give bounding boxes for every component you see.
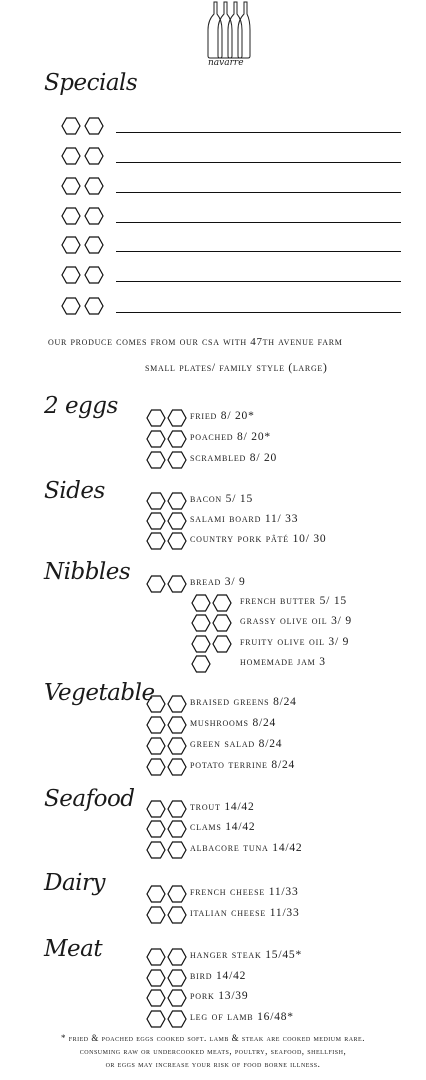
footer-line-1: * fried & poached eggs cooked soft. lamb & steak are cooked medium rare.: [61, 1033, 365, 1043]
menu-item-label: italian cheese 11/33: [190, 907, 300, 919]
specials-blank-line[interactable]: [116, 281, 401, 282]
item-hex-left-icon[interactable]: [191, 634, 211, 654]
section-title: Vegetable: [44, 680, 155, 706]
item-hex-right-icon[interactable]: [167, 491, 187, 511]
specials-hex-left-icon[interactable]: [61, 235, 81, 255]
item-hex-right-icon[interactable]: [167, 715, 187, 735]
menu-item-label: poached 8/ 20*: [190, 431, 271, 443]
specials-hex-right-icon[interactable]: [84, 206, 104, 226]
logo-wordmark: navarre: [208, 58, 244, 68]
specials-blank-line[interactable]: [116, 312, 401, 313]
specials-blank-line[interactable]: [116, 251, 401, 252]
item-hex-left-icon[interactable]: [146, 947, 166, 967]
item-hex-right-icon[interactable]: [167, 884, 187, 904]
menu-item-label: albacore tuna 14/42: [190, 842, 303, 854]
specials-blank-line[interactable]: [116, 192, 401, 193]
item-hex-left-icon[interactable]: [146, 840, 166, 860]
specials-hex-left-icon[interactable]: [61, 296, 81, 316]
item-hex-right-icon[interactable]: [167, 988, 187, 1008]
menu-item-label: leg of lamb 16/48*: [190, 1011, 294, 1023]
menu-item-label: bird 14/42: [190, 970, 247, 982]
specials-hex-right-icon[interactable]: [84, 265, 104, 285]
menu-item-label: hanger steak 15/45*: [190, 949, 303, 961]
menu-item-label: trout 14/42: [190, 801, 255, 813]
item-hex-right-icon[interactable]: [167, 799, 187, 819]
specials-title: Specials: [44, 70, 138, 96]
specials-blank-line[interactable]: [116, 132, 401, 133]
item-hex-right-icon[interactable]: [167, 1009, 187, 1029]
menu-item-label: clams 14/42: [190, 821, 256, 833]
specials-hex-right-icon[interactable]: [84, 146, 104, 166]
menu-item-label: fried 8/ 20*: [190, 410, 255, 422]
specials-hex-left-icon[interactable]: [61, 116, 81, 136]
specials-hex-left-icon[interactable]: [61, 206, 81, 226]
specials-hex-left-icon[interactable]: [61, 146, 81, 166]
specials-blank-line[interactable]: [116, 222, 401, 223]
item-hex-right-icon[interactable]: [167, 574, 187, 594]
menu-item-label: french butter 5/ 15: [240, 595, 347, 607]
item-hex-right-icon[interactable]: [212, 634, 232, 654]
menu-item-label: fruity olive oil 3/ 9: [240, 636, 350, 648]
csa-note: our produce comes from our csa with 47th avenue farm: [48, 336, 343, 348]
item-hex-left-icon[interactable]: [146, 531, 166, 551]
menu-item-label: pork 13/39: [190, 990, 249, 1002]
item-hex-left-icon[interactable]: [146, 988, 166, 1008]
footer-line-3: or eggs may increase your risk of food borne illness.: [105, 1059, 321, 1069]
item-hex-right-icon[interactable]: [212, 613, 232, 633]
specials-hex-left-icon[interactable]: [61, 265, 81, 285]
section-title: Sides: [44, 478, 105, 504]
section-title: Seafood: [44, 786, 135, 812]
item-hex-left-icon[interactable]: [146, 799, 166, 819]
menu-item-label: potato terrine 8/24: [190, 759, 296, 771]
specials-hex-left-icon[interactable]: [61, 176, 81, 196]
item-hex-left-icon[interactable]: [146, 491, 166, 511]
item-hex-right-icon[interactable]: [167, 429, 187, 449]
item-hex-left-icon[interactable]: [146, 968, 166, 988]
item-hex-right-icon[interactable]: [167, 840, 187, 860]
specials-hex-right-icon[interactable]: [84, 235, 104, 255]
item-hex-left-icon[interactable]: [146, 905, 166, 925]
specials-hex-right-icon[interactable]: [84, 176, 104, 196]
item-hex-right-icon[interactable]: [167, 757, 187, 777]
menu-item-label: scrambled 8/ 20: [190, 452, 278, 464]
menu-item-label: french cheese 11/33: [190, 886, 299, 898]
item-hex-left-icon[interactable]: [146, 819, 166, 839]
item-hex-left-icon[interactable]: [146, 715, 166, 735]
specials-hex-right-icon[interactable]: [84, 116, 104, 136]
item-hex-left-icon[interactable]: [146, 511, 166, 531]
menu-item-label: salami board 11/ 33: [190, 513, 299, 525]
menu-item-label: country pork pâté 10/ 30: [190, 533, 327, 545]
item-hex-left-icon[interactable]: [146, 429, 166, 449]
specials-blank-line[interactable]: [116, 162, 401, 163]
item-hex-left-icon[interactable]: [191, 593, 211, 613]
item-hex-left-icon[interactable]: [146, 757, 166, 777]
bottles-logo-icon: [200, 0, 256, 62]
menu-item-label: grassy olive oil 3/ 9: [240, 615, 352, 627]
item-hex-right-icon[interactable]: [212, 593, 232, 613]
section-title: Meat: [44, 936, 103, 962]
item-hex-right-icon[interactable]: [167, 408, 187, 428]
item-hex-left-icon[interactable]: [146, 884, 166, 904]
item-hex-left-icon[interactable]: [191, 613, 211, 633]
item-hex-right-icon[interactable]: [167, 450, 187, 470]
section-title: Nibbles: [44, 559, 131, 585]
item-hex-right-icon[interactable]: [167, 511, 187, 531]
item-hex-left-icon[interactable]: [146, 574, 166, 594]
menu-item-label: green salad 8/24: [190, 738, 283, 750]
section-title: Dairy: [44, 870, 105, 896]
item-hex-left-icon[interactable]: [146, 694, 166, 714]
item-hex-right-icon[interactable]: [167, 968, 187, 988]
item-hex-right-icon[interactable]: [167, 531, 187, 551]
menu-item-label: bread 3/ 9: [190, 576, 246, 588]
item-hex-right-icon[interactable]: [167, 819, 187, 839]
footer-disclaimer: [0, 1032, 426, 1071]
menu-item-label: bacon 5/ 15: [190, 493, 253, 505]
menu-item-label: braised greens 8/24: [190, 696, 297, 708]
plates-note: small plates/ family style (large): [145, 362, 328, 374]
specials-hex-right-icon[interactable]: [84, 296, 104, 316]
footer-line-2: consuming raw or undercooked meats, poultry, seafood, shellfish,: [79, 1046, 347, 1056]
item-hex-left-icon[interactable]: [146, 408, 166, 428]
item-hex-icon[interactable]: [191, 654, 211, 674]
item-hex-left-icon[interactable]: [146, 1009, 166, 1029]
item-hex-right-icon[interactable]: [167, 905, 187, 925]
menu-item-label: mushrooms 8/24: [190, 717, 277, 729]
menu-item-label: homemade jam 3: [240, 656, 326, 668]
item-hex-left-icon[interactable]: [146, 736, 166, 756]
item-hex-right-icon[interactable]: [167, 947, 187, 967]
item-hex-right-icon[interactable]: [167, 736, 187, 756]
item-hex-right-icon[interactable]: [167, 694, 187, 714]
section-title: 2 eggs: [44, 393, 118, 419]
item-hex-left-icon[interactable]: [146, 450, 166, 470]
